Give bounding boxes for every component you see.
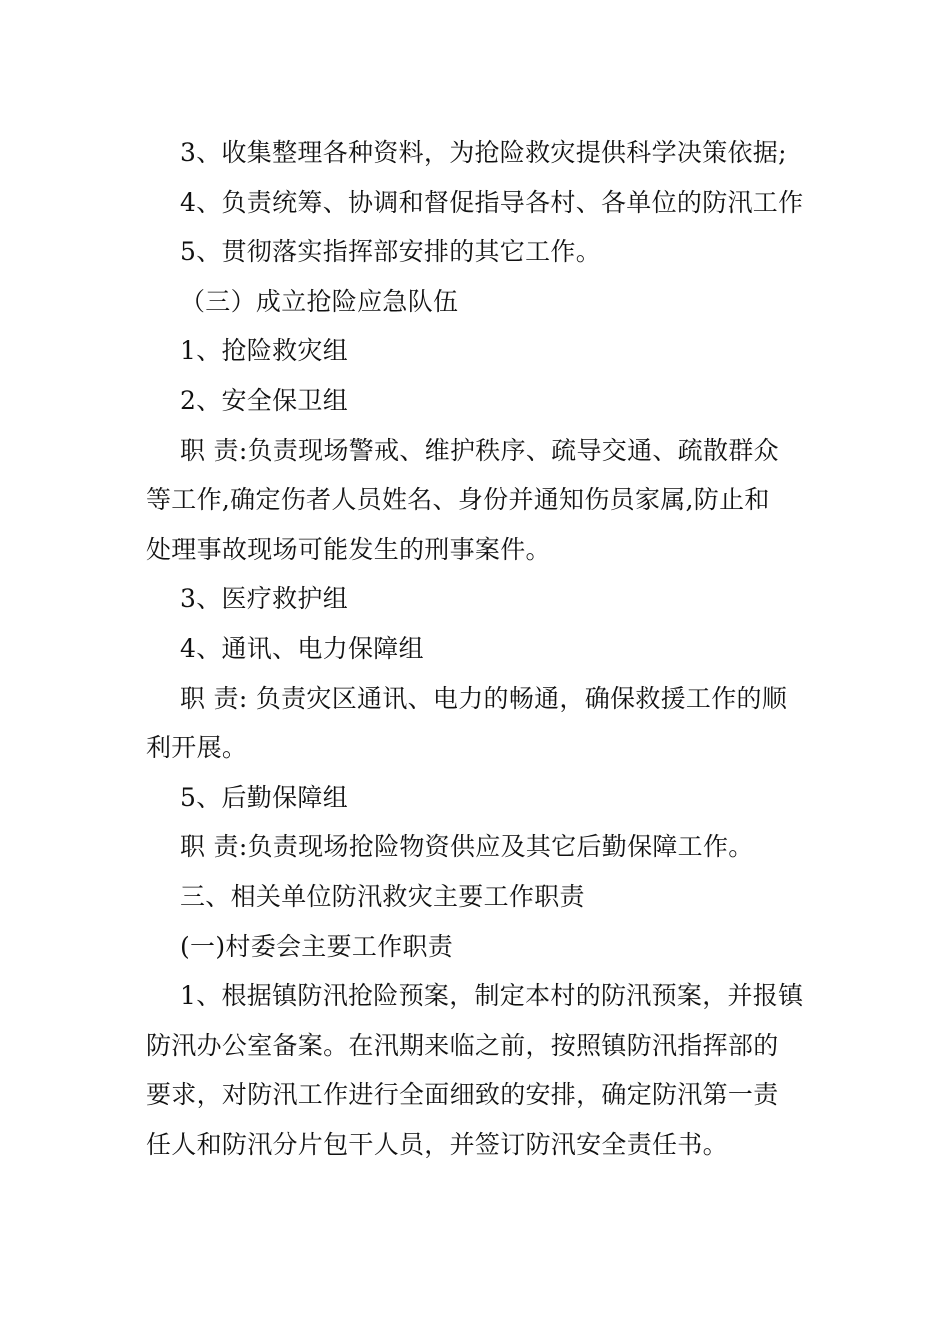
list-item-heading: 4、通讯、电力保障组: [180, 633, 424, 663]
paragraph-line: 等工作,确定伤者人员姓名、身份并通知伤员家属,防止和: [146, 485, 770, 515]
paragraph-line: 5、贯彻落实指挥部安排的其它工作。: [180, 237, 602, 267]
list-item-heading: 2、安全保卫组: [180, 385, 349, 415]
paragraph-line: 4、负责统筹、协调和督促指导各村、各单位的防汛工作: [180, 187, 804, 217]
paragraph-line: 利开展。: [146, 733, 248, 763]
section-heading: （三）成立抢险应急队伍: [180, 286, 459, 316]
paragraph-line: 3、收集整理各种资料，为抢险救灾提供科学决策依据;: [180, 138, 787, 167]
section-heading: 三、相关单位防汛救灾主要工作职责: [180, 881, 585, 911]
paragraph-line: 1、根据镇防汛抢险预案，制定本村的防汛预案，并报镇: [180, 981, 804, 1011]
paragraph-line: 处理事故现场可能发生的刑事案件。: [146, 534, 551, 564]
list-item-heading: 3、医疗救护组: [180, 584, 349, 614]
paragraph-line: 职 责: 负责灾区通讯、电力的畅通，确保救援工作的顺: [180, 683, 788, 713]
list-item-heading: 5、后勤保障组: [180, 782, 349, 812]
paragraph-line: 职 责:负责现场抢险物资供应及其它后勤保障工作。: [180, 832, 754, 862]
document-body: [146, 128, 810, 1169]
paragraph-line: 职 责:负责现场警戒、维护秩序、疏导交通、疏散群众: [180, 435, 779, 465]
subsection-heading: (一)村委会主要工作职责: [180, 931, 454, 961]
paragraph-line: 防汛办公室备案。在汛期来临之前，按照镇防汛指挥部的: [146, 1030, 779, 1060]
paragraph-line: 要求，对防汛工作进行全面细致的安排，确定防汛第一责: [146, 1080, 779, 1110]
list-item-heading: 1、抢险救灾组: [180, 336, 349, 366]
paragraph-line: 任人和防汛分片包干人员，并签订防汛安全责任书。: [146, 1129, 728, 1159]
